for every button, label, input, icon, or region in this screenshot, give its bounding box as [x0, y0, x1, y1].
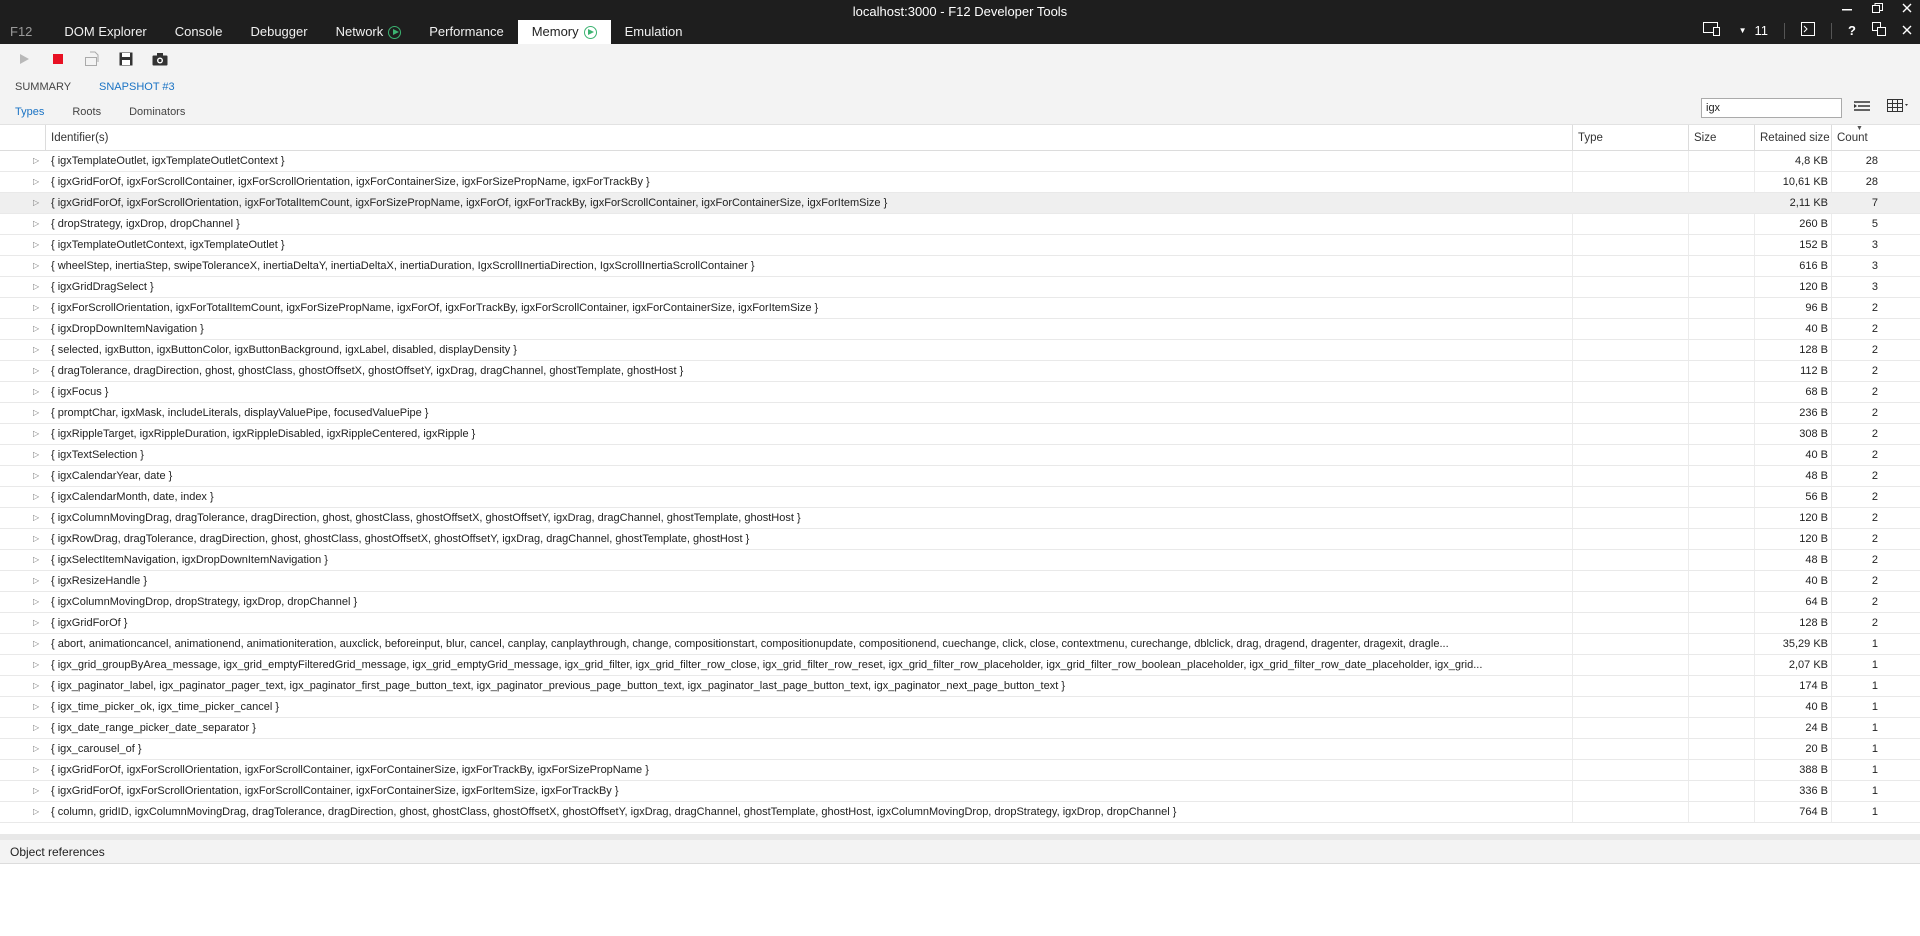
types-table-body	[0, 151, 1920, 823]
count-cell: 2	[1871, 344, 1878, 356]
identifier-cell: { column, gridID, igxColumnMovingDrag, dragTolerance, dragDirection, ghost, ghostClass, ghostOffsetX, ghostOffsetY, igxDrag, dragChannel, ghostTemplate, ghostHost, igxColumnMovingDrop, dropStrategy, igxDrop, dropChannel }	[51, 806, 1177, 818]
count-cell: 2	[1871, 617, 1878, 629]
retained-size-cell: 112 B	[1800, 365, 1828, 377]
retained-size-cell: 40 B	[1805, 323, 1828, 335]
identifier-cell: { igxGridForOf, igxForScrollOrientation, igxForTotalItemCount, igxForSizePropName, igxForOf, igxForTrackBy, igxForScrollContainer, igxForContainerSize, igxForItemSize }	[51, 197, 888, 209]
count-cell: 2	[1871, 302, 1878, 314]
count-cell: 2	[1871, 491, 1878, 503]
identifier-cell: { igxTextSelection }	[51, 449, 144, 461]
expand-arrow-icon[interactable]: ▷	[33, 408, 40, 417]
identifier-cell: { igxCalendarMonth, date, index }	[51, 491, 214, 503]
view-options	[1853, 99, 1911, 116]
count-cell: 7	[1871, 197, 1878, 209]
identifier-cell: { igxResizeHandle }	[51, 575, 148, 587]
identifier-cell: { igxGridForOf, igxForScrollContainer, igxForScrollOrientation, igxForContainerSize, igxForSizePropName, igxForTrackBy }	[51, 176, 650, 188]
top-right-controls	[1703, 22, 1912, 39]
tab-console[interactable]: Console	[174, 24, 223, 39]
identifier-cell: { igxCalendarYear, date }	[51, 470, 173, 482]
retained-size-cell: 152 B	[1799, 239, 1828, 251]
panel-close-icon[interactable]	[1902, 23, 1912, 38]
count-cell: 2	[1871, 323, 1878, 335]
count-cell: 2	[1871, 554, 1878, 566]
tab-summary[interactable]: SUMMARY	[15, 81, 72, 93]
count-cell: 5	[1871, 218, 1878, 230]
expand-arrow-icon[interactable]: ▷	[33, 282, 40, 291]
table-row[interactable]	[0, 781, 1920, 802]
view-tabs	[0, 100, 1920, 124]
retained-size-cell: 40 B	[1805, 449, 1828, 461]
identifier-cell: { dropStrategy, igxDrop, dropChannel }	[51, 218, 240, 230]
identifier-cell: { igxRippleTarget, igxRippleDuration, igxRippleDisabled, igxRippleCentered, igxRipple }	[51, 428, 476, 440]
count-cell: 1	[1871, 701, 1878, 713]
table-row[interactable]	[0, 319, 1920, 340]
identifier-cell: { igxForScrollOrientation, igxForTotalItemCount, igxForSizePropName, igxForOf, igxForTrackBy, igxForScrollContainer, igxForContainerSize, igxForItemSize }	[51, 302, 819, 314]
expand-arrow-icon[interactable]: ▷	[33, 555, 40, 564]
expand-arrow-icon[interactable]: ▷	[33, 324, 40, 333]
retained-size-cell: 48 B	[1805, 470, 1828, 482]
identifier-cell: { igx_grid_groupByArea_message, igx_grid_emptyFilteredGrid_message, igx_grid_emptyGrid_message, igx_grid_filter, igx_grid_filter_row_close, igx_grid_filter_row_reset, igx_grid_filter_row_placeholder, igx_grid_filter_row_boolean_placeholder, igx_grid_filter_row_date_placeholder, igx_grid...	[51, 659, 1483, 671]
tab-memory-label: Memory	[531, 24, 579, 39]
play-icon[interactable]	[14, 49, 34, 69]
identifier-cell: { igxColumnMovingDrop, dropStrategy, igxDrop, dropChannel }	[51, 596, 358, 608]
identifier-cell: { promptChar, igxMask, includeLiterals, displayValuePipe, focusedValuePipe }	[51, 407, 429, 419]
table-row[interactable]	[0, 235, 1920, 256]
table-row[interactable]	[0, 193, 1920, 214]
camera-icon[interactable]	[150, 49, 170, 69]
retained-size-cell: 40 B	[1805, 701, 1828, 713]
retained-size-cell: 120 B	[1799, 533, 1828, 545]
retained-size-cell: 336 B	[1799, 785, 1828, 797]
close-icon[interactable]	[1900, 2, 1914, 16]
table-row[interactable]	[0, 424, 1920, 445]
object-references-header: Object references	[0, 840, 1920, 864]
table-row[interactable]	[0, 466, 1920, 487]
expand-arrow-icon[interactable]: ▷	[33, 156, 40, 165]
filter-options-icon[interactable]	[1853, 99, 1871, 116]
expand-arrow-icon[interactable]: ▷	[33, 723, 40, 732]
count-cell: 2	[1871, 533, 1878, 545]
column-header-type[interactable]: Type	[1572, 125, 1688, 151]
retained-size-cell: 20 B	[1805, 743, 1828, 755]
retained-size-cell: 128 B	[1799, 617, 1828, 629]
expand-arrow-icon[interactable]: ▷	[33, 807, 40, 816]
retained-size-cell: 10,61 KB	[1782, 176, 1828, 188]
retained-size-cell: 24 B	[1805, 722, 1828, 734]
tab-network-label: Network	[335, 24, 384, 39]
identifier-cell: { igxColumnMovingDrag, dragTolerance, dragDirection, ghost, ghostClass, ghostOffsetX, ghostOffsetY, igxDrag, dragChannel, ghostTemplate, ghostHost }	[51, 512, 801, 524]
table-row[interactable]	[0, 718, 1920, 739]
expand-arrow-icon[interactable]: ▷	[33, 786, 40, 795]
identifier-cell: { igxDropDownItemNavigation }	[51, 323, 204, 335]
table-row[interactable]	[0, 382, 1920, 403]
stop-icon[interactable]	[48, 49, 68, 69]
retained-size-cell: 96 B	[1805, 302, 1828, 314]
count-cell: 1	[1871, 722, 1878, 734]
identifier-cell: { igxRowDrag, dragTolerance, dragDirection, ghost, ghostClass, ghostOffsetX, ghostOffsetY, igxDrag, dragChannel, ghostTemplate, ghostHost }	[51, 533, 750, 545]
table-row[interactable]	[0, 676, 1920, 697]
grid-header	[0, 124, 1920, 151]
retained-size-cell: 174 B	[1799, 680, 1828, 692]
table-row[interactable]	[0, 571, 1920, 592]
count-cell: 2	[1871, 449, 1878, 461]
import-icon[interactable]	[82, 49, 102, 69]
tool-tabs	[0, 20, 696, 44]
expand-arrow-icon[interactable]: ▷	[33, 303, 40, 312]
identifier-cell: { igx_carousel_of }	[51, 743, 142, 755]
expand-arrow-icon[interactable]: ▷	[33, 177, 40, 186]
snapshot-tabs	[0, 74, 1920, 100]
expand-arrow-icon[interactable]: ▷	[33, 597, 40, 606]
expand-arrow-icon[interactable]: ▷	[33, 744, 40, 753]
count-cell: 1	[1871, 743, 1878, 755]
table-row[interactable]	[0, 697, 1920, 718]
count-cell: 2	[1871, 470, 1878, 482]
count-cell: 28	[1865, 176, 1878, 188]
table-row[interactable]	[0, 403, 1920, 424]
count-cell: 3	[1871, 239, 1878, 251]
count-cell: 2	[1871, 365, 1878, 377]
device-count: 11	[1754, 23, 1769, 38]
identifier-cell: { igxFocus }	[51, 386, 109, 398]
retained-size-cell: 4,8 KB	[1794, 155, 1828, 167]
count-cell: 2	[1871, 407, 1878, 419]
identifier-cell: { igx_time_picker_ok, igx_time_picker_cancel }	[51, 701, 280, 713]
column-header-retained-size[interactable]: Retained size	[1754, 125, 1831, 151]
retained-size-cell: 64 B	[1805, 596, 1828, 608]
tab-dominators[interactable]: Dominators	[129, 106, 186, 118]
table-row[interactable]	[0, 634, 1920, 655]
table-row[interactable]	[0, 529, 1920, 550]
expand-arrow-icon[interactable]: ▷	[33, 639, 40, 648]
identifier-cell: { selected, igxButton, igxButtonColor, igxButtonBackground, igxLabel, disabled, displayDensity }	[51, 344, 517, 356]
table-row[interactable]	[0, 739, 1920, 760]
count-cell: 1	[1871, 785, 1878, 797]
columns-icon[interactable]	[1887, 99, 1911, 116]
retained-size-cell: 308 B	[1799, 428, 1828, 440]
table-row[interactable]	[0, 487, 1920, 508]
retained-size-cell: 128 B	[1799, 344, 1828, 356]
title-bar	[0, 0, 1920, 44]
identifier-cell: { igxGridForOf }	[51, 617, 128, 629]
count-cell: 2	[1871, 428, 1878, 440]
count-cell: 1	[1871, 764, 1878, 776]
count-cell: 1	[1871, 659, 1878, 671]
expand-arrow-icon[interactable]: ▷	[33, 513, 40, 522]
tab-debugger[interactable]: Debugger	[250, 24, 308, 39]
chevron-down-icon[interactable]: ▼	[1738, 26, 1747, 35]
expand-arrow-icon[interactable]: ▷	[33, 345, 40, 354]
retained-size-cell: 40 B	[1805, 575, 1828, 587]
save-icon[interactable]	[116, 49, 136, 69]
expand-arrow-icon[interactable]: ▷	[33, 219, 40, 228]
table-row[interactable]	[0, 760, 1920, 781]
minimize-icon[interactable]	[1840, 2, 1854, 16]
expand-arrow-icon[interactable]: ▷	[33, 240, 40, 249]
table-row[interactable]	[0, 445, 1920, 466]
tab-network[interactable]	[322, 20, 416, 44]
count-cell: 2	[1871, 512, 1878, 524]
retained-size-cell: 56 B	[1805, 491, 1828, 503]
divider	[1784, 23, 1785, 39]
expand-arrow-icon[interactable]: ▷	[33, 450, 40, 459]
expand-arrow-icon[interactable]: ▷	[33, 366, 40, 375]
table-row[interactable]	[0, 256, 1920, 277]
count-cell: 1	[1871, 806, 1878, 818]
expand-arrow-icon[interactable]: ▷	[33, 681, 40, 690]
tab-dom-explorer[interactable]: DOM Explorer	[64, 24, 147, 39]
table-row[interactable]	[0, 298, 1920, 319]
identifier-cell: { igxTemplateOutlet, igxTemplateOutletContext }	[51, 155, 285, 167]
sort-descending-icon: ▼	[1856, 125, 1863, 132]
tab-emulation[interactable]: Emulation	[624, 24, 683, 39]
table-row[interactable]	[0, 361, 1920, 382]
count-cell: 2	[1871, 386, 1878, 398]
count-cell: 1	[1871, 638, 1878, 650]
identifier-cell: { igx_date_range_picker_date_separator }	[51, 722, 256, 734]
column-header-size[interactable]: Size	[1688, 125, 1754, 151]
tab-performance[interactable]: Performance	[429, 24, 504, 39]
retained-size-cell: 236 B	[1799, 407, 1828, 419]
identifier-cell: { wheelStep, inertiaStep, swipeToleranceX, inertiaDeltaY, inertiaDeltaX, inertiaDuration, IgxScrollInertiaDirection, IgxScrollInertiaScrollContainer }	[51, 260, 755, 272]
expand-arrow-icon[interactable]: ▷	[33, 534, 40, 543]
expand-arrow-icon[interactable]: ▷	[33, 576, 40, 585]
table-row[interactable]	[0, 550, 1920, 571]
retained-size-cell: 616 B	[1799, 260, 1828, 272]
expand-arrow-icon[interactable]: ▷	[33, 387, 40, 396]
retained-size-cell: 764 B	[1799, 806, 1828, 818]
tab-memory[interactable]	[518, 20, 611, 44]
column-header-identifier[interactable]: Identifier(s)	[45, 125, 1575, 151]
console-icon[interactable]	[1801, 22, 1815, 39]
table-row[interactable]	[0, 802, 1920, 823]
expand-arrow-icon[interactable]: ▷	[33, 702, 40, 711]
undock-icon[interactable]	[1872, 22, 1886, 39]
restore-icon[interactable]	[1870, 2, 1884, 16]
divider	[1831, 23, 1832, 39]
retained-size-cell: 120 B	[1799, 281, 1828, 293]
expand-arrow-icon[interactable]: ▷	[33, 618, 40, 627]
tab-roots[interactable]: Roots	[72, 106, 102, 118]
retained-size-cell: 2,07 KB	[1788, 659, 1828, 671]
table-row[interactable]	[0, 277, 1920, 298]
count-cell: 3	[1871, 281, 1878, 293]
table-row[interactable]	[0, 172, 1920, 193]
identifier-cell: { dragTolerance, dragDirection, ghost, ghostClass, ghostOffsetX, ghostOffsetY, igxDrag, dragChannel, ghostTemplate, ghostHost }	[51, 365, 684, 377]
retained-size-cell: 48 B	[1805, 554, 1828, 566]
count-cell: 3	[1871, 260, 1878, 272]
identifier-cell: { abort, animationcancel, animationend, animationiteration, auxclick, beforeinput, blur, cancel, canplay, canplaythrough, change, compositionstart, compositionupdate, compositionend, cuechange, click, close, contextmenu, curechange, dblclick, drag, dragend, dragenter, dragexit, dragle...	[51, 638, 1449, 650]
identifier-cell: { igxGridForOf, igxForScrollOrientation, igxForScrollContainer, igxForContainerSize, igxForItemSize, igxForTrackBy }	[51, 785, 619, 797]
count-cell: 2	[1871, 575, 1878, 587]
table-row[interactable]	[0, 592, 1920, 613]
identifier-cell: { igxSelectItemNavigation, igxDropDownItemNavigation }	[51, 554, 328, 566]
identifier-cell: { igxTemplateOutletContext, igxTemplateOutlet }	[51, 239, 285, 251]
recording-running-icon	[388, 26, 401, 39]
expand-arrow-icon[interactable]: ▷	[33, 429, 40, 438]
count-cell: 28	[1865, 155, 1878, 167]
identifier-cell: { igxGridDragSelect }	[51, 281, 154, 293]
identifier-cell: { igxGridForOf, igxForScrollOrientation, igxForScrollContainer, igxForContainerSize, igxForTrackBy, igxForSizePropName }	[51, 764, 649, 776]
window-controls	[1840, 2, 1914, 16]
expand-arrow-icon[interactable]: ▷	[33, 765, 40, 774]
retained-size-cell: 388 B	[1799, 764, 1828, 776]
tab-f12[interactable]: F12	[10, 24, 33, 39]
table-row[interactable]	[0, 613, 1920, 634]
retained-size-cell: 68 B	[1805, 386, 1828, 398]
filter-input[interactable]	[1701, 98, 1842, 118]
recording-running-icon	[584, 26, 597, 39]
expand-arrow-icon[interactable]: ▷	[33, 261, 40, 270]
help-icon[interactable]: ?	[1848, 23, 1856, 38]
table-row[interactable]	[0, 151, 1920, 172]
identifier-cell: { igx_paginator_label, igx_paginator_pager_text, igx_paginator_first_page_button_text, igx_paginator_previous_page_button_text, igx_paginator_last_page_button_text, igx_paginator_next_page_button_text }	[51, 680, 1065, 692]
tab-types[interactable]: Types	[15, 106, 45, 118]
retained-size-cell: 260 B	[1799, 218, 1828, 230]
tab-snapshot[interactable]: SNAPSHOT #3	[99, 81, 175, 93]
retained-size-cell: 2,11 KB	[1789, 197, 1828, 209]
retained-size-cell: 120 B	[1799, 512, 1828, 524]
expand-arrow-icon[interactable]: ▷	[33, 471, 40, 480]
count-cell: 1	[1871, 680, 1878, 692]
device-icon[interactable]	[1703, 22, 1723, 39]
table-row[interactable]	[0, 214, 1920, 235]
memory-toolbar	[0, 44, 1920, 74]
retained-size-cell: 35,29 KB	[1782, 638, 1828, 650]
expand-arrow-icon[interactable]: ▷	[33, 198, 40, 207]
table-row[interactable]	[0, 340, 1920, 361]
object-references-pane	[0, 864, 1920, 936]
count-cell: 2	[1871, 596, 1878, 608]
table-row[interactable]	[0, 655, 1920, 676]
window-title: localhost:3000 - F12 Developer Tools	[852, 4, 1068, 19]
expand-arrow-icon[interactable]: ▷	[33, 660, 40, 669]
expand-arrow-icon[interactable]: ▷	[33, 492, 40, 501]
table-row[interactable]	[0, 508, 1920, 529]
column-header-count[interactable]: Count	[1831, 125, 1881, 151]
